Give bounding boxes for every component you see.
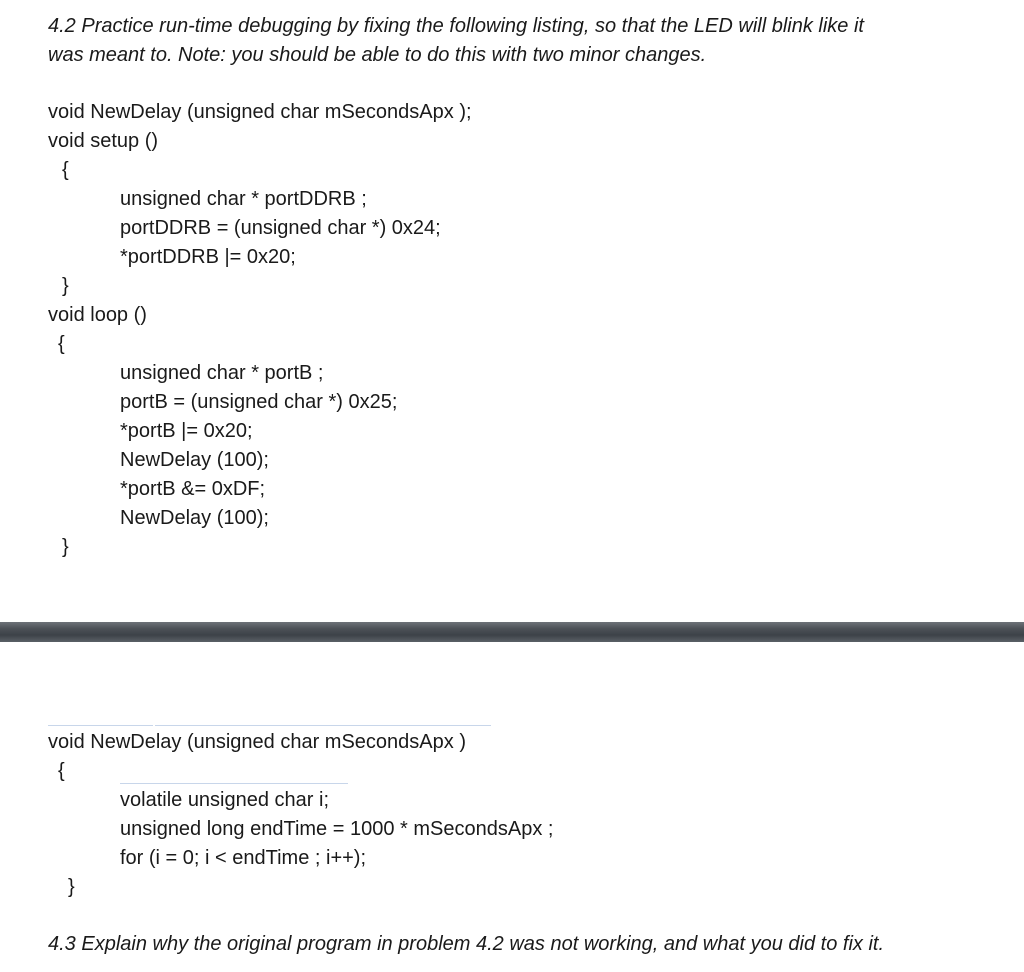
code-loop-line-6: NewDelay (100); — [120, 507, 269, 529]
faint-rule — [48, 725, 153, 726]
code-setup-open-brace: { — [62, 159, 69, 181]
faint-rule — [120, 783, 348, 784]
code-setup-line-1: unsigned char * portDDRB ; — [120, 188, 367, 210]
code-loop-signature: void loop () — [48, 304, 147, 326]
page-break-divider — [0, 622, 1024, 642]
code-loop-line-4: NewDelay (100); — [120, 449, 269, 471]
code-loop-open-brace: { — [58, 333, 65, 355]
code-setup-line-2: portDDRB = (unsigned char *) 0x24; — [120, 217, 441, 239]
code-loop-line-3: *portB |= 0x20; — [120, 420, 253, 442]
question-4-3-line: 4.3 Explain why the original program in problem 4.2 was not working, and what you did to fix it. — [48, 933, 884, 955]
code-loop-line-5: *portB &= 0xDF; — [120, 478, 266, 500]
code-loop-line-2: portB = (unsigned char *) 0x25; — [120, 391, 398, 413]
code-delay-line-3: for (i = 0; i < endTime ; i++); — [120, 847, 367, 869]
code-setup-close-brace: } — [62, 275, 69, 297]
question-4-2-line-1: 4.2 Practice run-time debugging by fixing the following listing, so that the LED will blink like it — [48, 15, 864, 37]
code-prototype: void NewDelay (unsigned char mSecondsApx ); — [48, 101, 472, 123]
question-4-2-line-2: was meant to. Note: you should be able to do this with two minor changes. — [48, 44, 707, 66]
code-loop-close-brace: } — [62, 536, 69, 558]
code-loop-line-1: unsigned char * portB ; — [120, 362, 324, 384]
code-setup-line-3: *portDDRB |= 0x20; — [120, 246, 296, 268]
code-setup-signature: void setup () — [48, 130, 159, 152]
code-delay-close-brace: } — [68, 876, 75, 898]
code-delay-signature: void NewDelay (unsigned char mSecondsApx ) — [48, 731, 466, 753]
code-delay-open-brace: { — [58, 760, 65, 782]
faint-rule — [155, 725, 491, 726]
code-delay-line-2: unsigned long endTime = 1000 * mSecondsApx ; — [120, 818, 554, 840]
code-delay-line-1: volatile unsigned char i; — [120, 789, 330, 811]
